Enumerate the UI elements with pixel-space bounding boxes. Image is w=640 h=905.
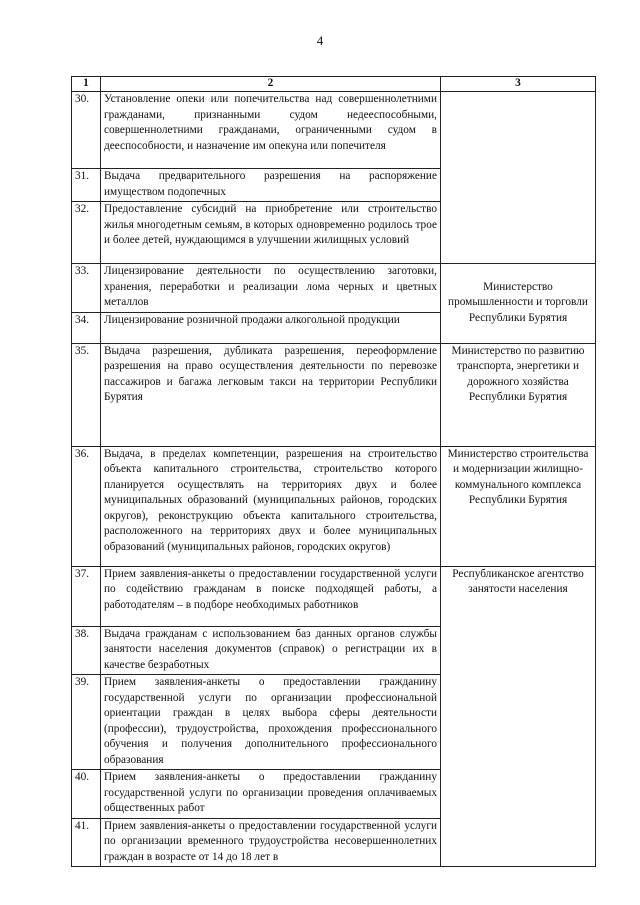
table-row (72, 566, 596, 626)
service-description: Прием заявления-анкеты о предоставлении гражданину государственной услуги по организации проведения оплачиваемых общественных работ (101, 770, 441, 819)
service-description: Прием заявления-анкеты о предоставлении государственной услуги по содействию гражданам в поиске подходящей работы, а работодателям – в подборе необходимых работников (101, 566, 441, 626)
row-number: 31. (72, 169, 101, 202)
page-number: 4 (316, 33, 324, 48)
service-description: Выдача разрешения, дубликата разрешения, переоформление разрешения на право осуществления деятельности по перевозке пассажиров и багажа легковым такси на территории Республики Бурятия (101, 343, 441, 446)
row-number: 32. (72, 202, 101, 264)
table-row (72, 264, 596, 313)
row-number: 33. (72, 264, 101, 313)
table-row (72, 446, 596, 566)
service-description: Лицензирование розничной продажи алкогольной продукции (101, 312, 441, 343)
service-description: Прием заявления-анкеты о предоставлении гражданину государственной услуги по организации профессиональной ориентации граждан в целях выбора сферы деятельности (профессии), трудоустройства, прохождения профессионального обучения и получения дополнительного профессионального образования (101, 675, 441, 770)
service-description: Выдача гражданам с использованием баз данных органов службы занятости населения документов (справок) о регистрации их в качестве безработных (101, 626, 441, 675)
services-table (71, 76, 596, 867)
row-number: 41. (72, 818, 101, 867)
header-col-3: 3 (441, 77, 596, 92)
authority-trade: Министерство промышленности и торговли Республики Бурятия (441, 264, 596, 344)
service-description: Установление опеки или попечительства над совершеннолетними гражданами, признанными судом недееспособными, совершеннолетними гражданами, ограниченными судом в дееспособности, и назначение им опекуна или попечителя (101, 92, 441, 169)
row-number: 38. (72, 626, 101, 675)
service-description: Прием заявления-анкеты о предоставлении государственной услуги по организации временного трудоустройства несовершеннолетних граждан в возрасте от 14 до 18 лет в (101, 818, 441, 867)
row-number: 34. (72, 312, 101, 343)
table-row (72, 92, 596, 169)
service-description: Выдача предварительного разрешения на распоряжение имуществом подопечных (101, 169, 441, 202)
authority-construction: Министерство строительства и модернизации жилищно-коммунального комплекса Республики Бурятия (441, 446, 596, 566)
row-number: 35. (72, 343, 101, 446)
header-col-2: 2 (101, 77, 441, 92)
authority-transport: Министерство по развитию транспорта, энергетики и дорожного хозяйства Республики Бурятия (441, 343, 596, 446)
service-description: Лицензирование деятельности по осуществлению заготовки, хранения, переработки и реализации лома черных и цветных металлов (101, 264, 441, 313)
row-number: 37. (72, 566, 101, 626)
row-number: 40. (72, 770, 101, 819)
header-row (72, 77, 596, 92)
table-row (72, 343, 596, 446)
service-description: Предоставление субсидий на приобретение или строительство жилья многодетным семьям, в которых одновременно родилось трое и более детей, нуждающимся в улучшении жилищных условий (101, 202, 441, 264)
authority-employment: Республиканское агентство занятости населения (441, 566, 596, 867)
row-number: 39. (72, 675, 101, 770)
authority-cell-empty (441, 92, 596, 264)
header-col-1: 1 (72, 77, 101, 92)
row-number: 30. (72, 92, 101, 169)
row-number: 36. (72, 446, 101, 566)
service-description: Выдача, в пределах компетенции, разрешения на строительство объекта капитального строительства, строительство которого планируется осуществлять на территориях двух и более муниципальных образований (муниципальных районов, городских округов), реконструкцию объекта капитального строительства, расположенного на территориях двух и более муниципальных образований (муниципальных районов, городских округов) (101, 446, 441, 566)
